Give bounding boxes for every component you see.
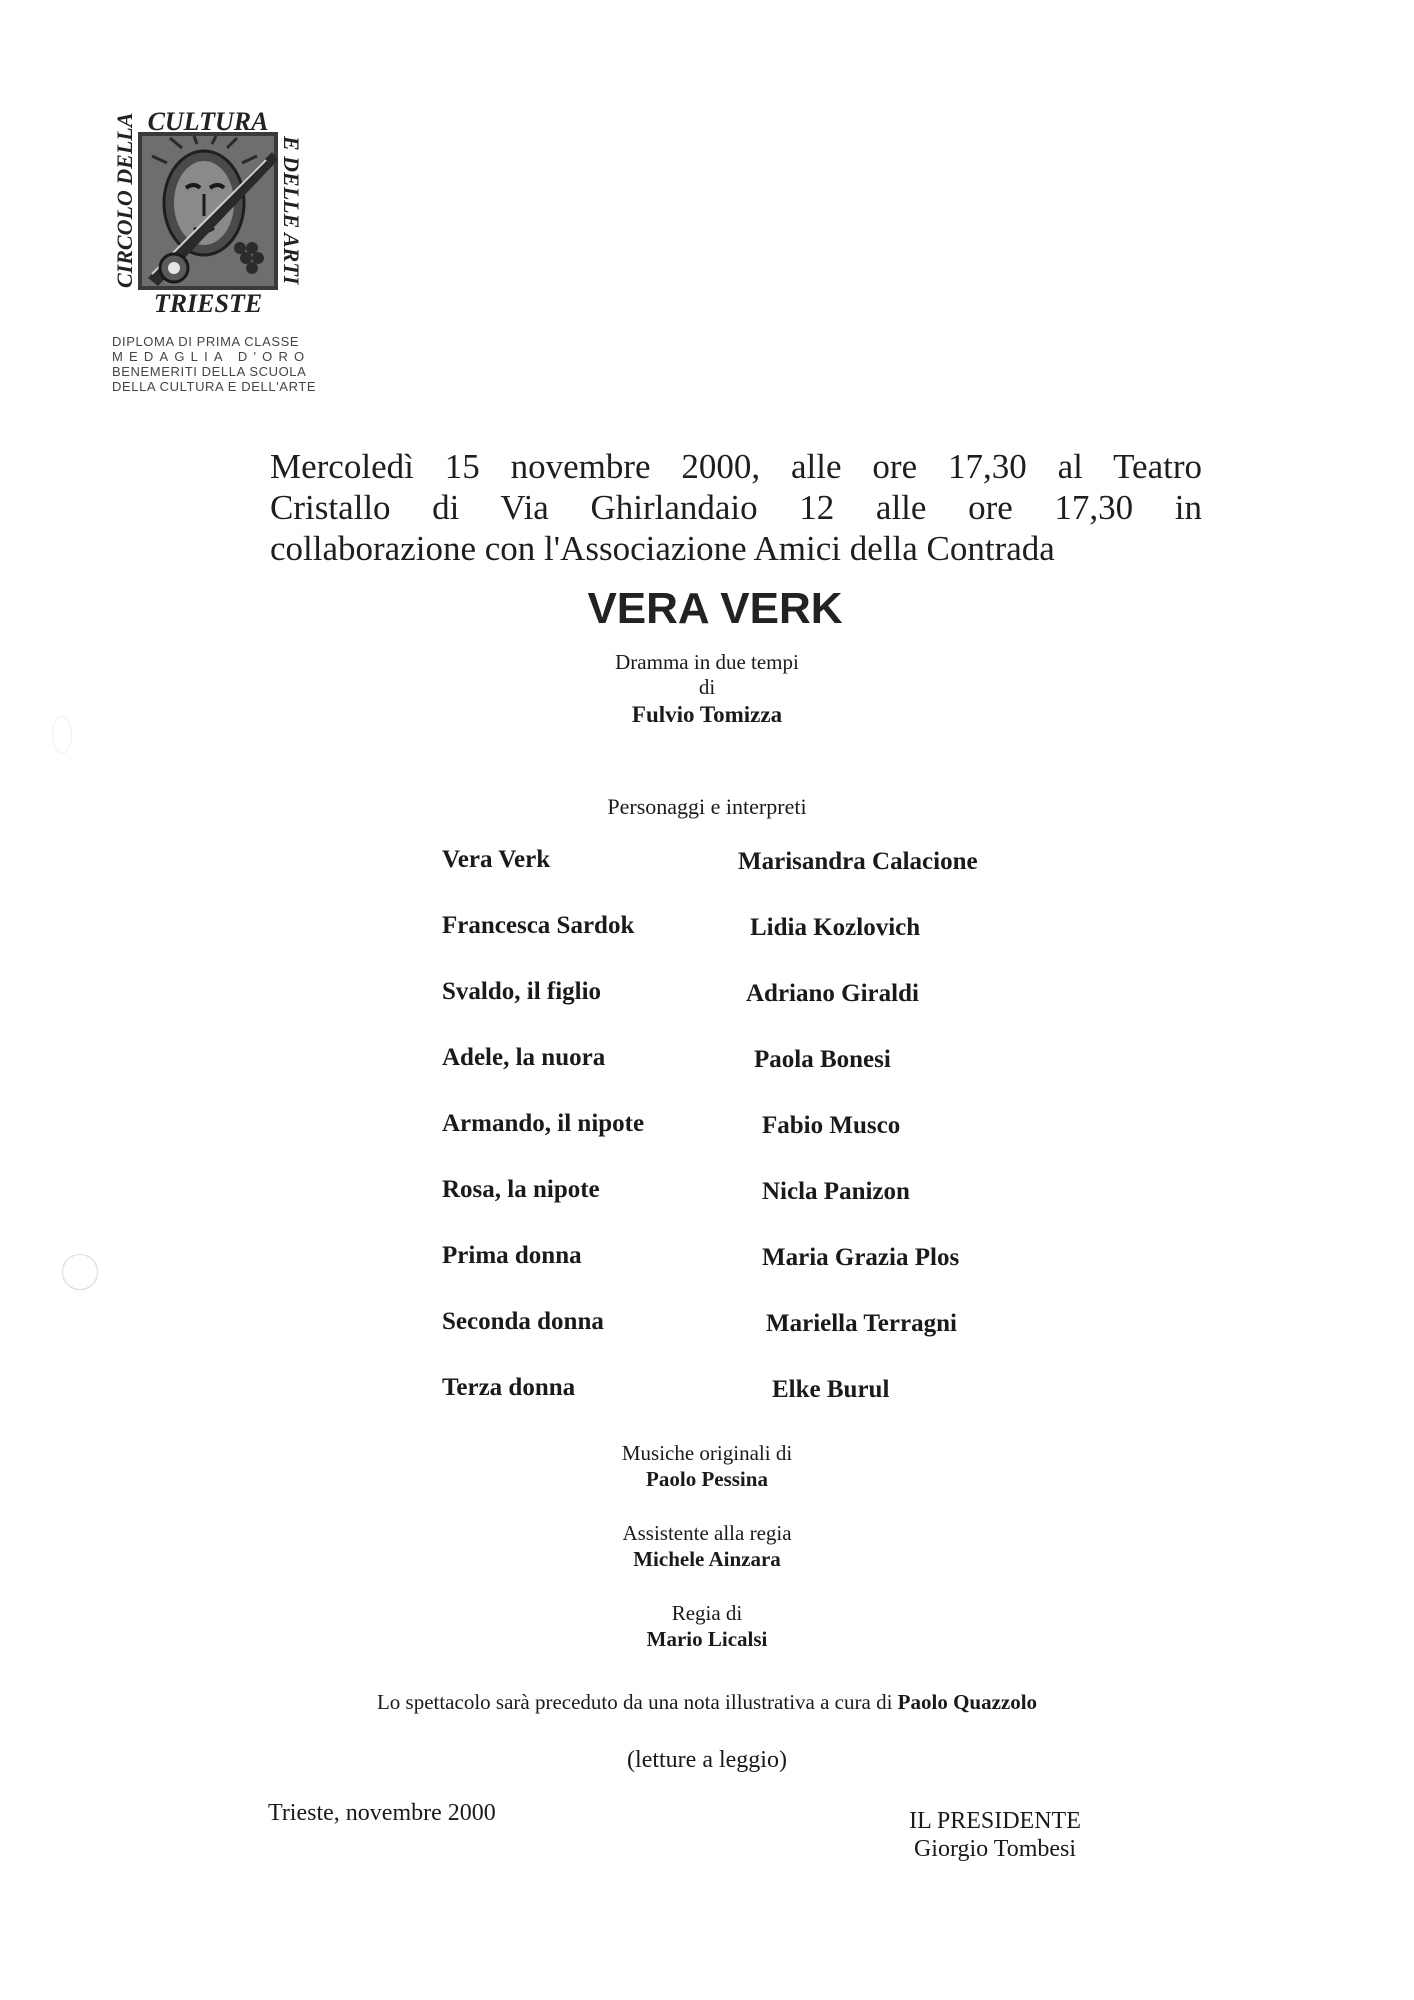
punch-hole-mark: [52, 716, 72, 754]
credit-label: Musiche originali di: [621, 1441, 793, 1465]
cast-actor: Adriano Giraldi: [746, 980, 919, 1007]
circolo-emblem-icon: [112, 108, 304, 314]
play-subtitle-block: [0, 650, 1414, 727]
credit-director: [0, 1600, 1414, 1652]
intro-line: collaborazione con l'Associazione Amici della Contrada: [270, 529, 1055, 568]
svg-text:CULTURA: CULTURA: [147, 108, 269, 136]
circolo-logo: [112, 108, 304, 314]
cast-heading: Personaggi e interpreti: [607, 794, 807, 819]
cast-row: [442, 1110, 1142, 1176]
cast-role: Adele, la nuora: [442, 1044, 606, 1071]
cast-role: Vera Verk: [442, 846, 551, 873]
svg-text:E DELLE ARTI: E DELLE ARTI: [279, 136, 304, 285]
cast-actor: Lidia Kozlovich: [750, 914, 921, 941]
note-line: [0, 1690, 1414, 1715]
cast-role: Rosa, la nipote: [442, 1176, 600, 1203]
cast-row: [442, 1374, 1142, 1440]
signature-block: [890, 1807, 1100, 1863]
cast-actor: Mariella Terragni: [766, 1310, 957, 1337]
cast-actor: Elke Burul: [772, 1376, 890, 1403]
intro-line: Cristallo di Via Ghirlandaio 12 alle ore 17,30 in: [270, 488, 1202, 527]
cast-actor: Paola Bonesi: [754, 1046, 891, 1073]
cast-list: [442, 846, 1142, 1440]
cast-actor: Fabio Musco: [762, 1112, 901, 1139]
credit-name: Mario Licalsi: [646, 1627, 768, 1651]
intro-line: Mercoledì 15 novembre 2000, alle ore 17,30 al Teatro: [270, 447, 1202, 486]
caption-line: BENEMERITI DELLA SCUOLA: [112, 364, 307, 379]
cast-actor: Marisandra Calacione: [738, 848, 978, 875]
cast-role: Armando, il nipote: [442, 1110, 645, 1137]
play-author: Fulvio Tomizza: [631, 702, 783, 727]
credit-music: [0, 1440, 1414, 1492]
credit-name: Michele Ainzara: [633, 1547, 781, 1571]
place-date: Trieste, novembre 2000: [268, 1800, 496, 1826]
signature-title: IL PRESIDENTE: [909, 1808, 1081, 1834]
play-title: VERA VERK: [587, 584, 843, 633]
cast-role: Francesca Sardok: [442, 912, 635, 939]
cast-row: [442, 846, 1142, 912]
cast-role: Seconda donna: [442, 1308, 604, 1335]
cast-role: Svaldo, il figlio: [442, 978, 602, 1005]
credit-label: Regia di: [671, 1601, 743, 1625]
punch-hole-mark: [62, 1254, 98, 1290]
caption-line: DELLA CULTURA E DELL'ARTE: [112, 379, 317, 394]
cast-actor: Maria Grazia Plos: [762, 1244, 960, 1271]
letture-line: (letture a leggio): [627, 1747, 787, 1773]
caption-line: DIPLOMA DI PRIMA CLASSE: [112, 334, 300, 349]
caption-line: MEDAGLIA D'ORO: [112, 349, 311, 364]
play-subtitle: Dramma in due tempi: [615, 650, 799, 674]
signature-name: Giorgio Tombesi: [913, 1836, 1077, 1862]
play-by: di: [698, 675, 716, 699]
intro-paragraph: [270, 446, 1202, 569]
credit-name: Paolo Pessina: [646, 1467, 768, 1491]
cast-row: [442, 1044, 1142, 1110]
cast-row: [442, 1308, 1142, 1374]
logo-caption: [112, 334, 317, 394]
cast-row: [442, 978, 1142, 1044]
credit-assistant: [0, 1520, 1414, 1572]
note-text: Lo spettacolo sarà preceduto da una nota illustrativa a cura di: [376, 1690, 893, 1714]
cast-row: [442, 1242, 1142, 1308]
cast-role: Prima donna: [442, 1242, 582, 1269]
cast-row: [442, 1176, 1142, 1242]
credit-label: Assistente alla regia: [622, 1521, 792, 1545]
svg-text:CIRCOLO DELLA: CIRCOLO DELLA: [112, 112, 137, 288]
cast-actor: Nicla Panizon: [762, 1178, 910, 1205]
svg-text:TRIESTE: TRIESTE: [153, 289, 263, 314]
cast-role: Terza donna: [442, 1374, 576, 1401]
note-name: Paolo Quazzolo: [897, 1690, 1038, 1714]
cast-row: [442, 912, 1142, 978]
